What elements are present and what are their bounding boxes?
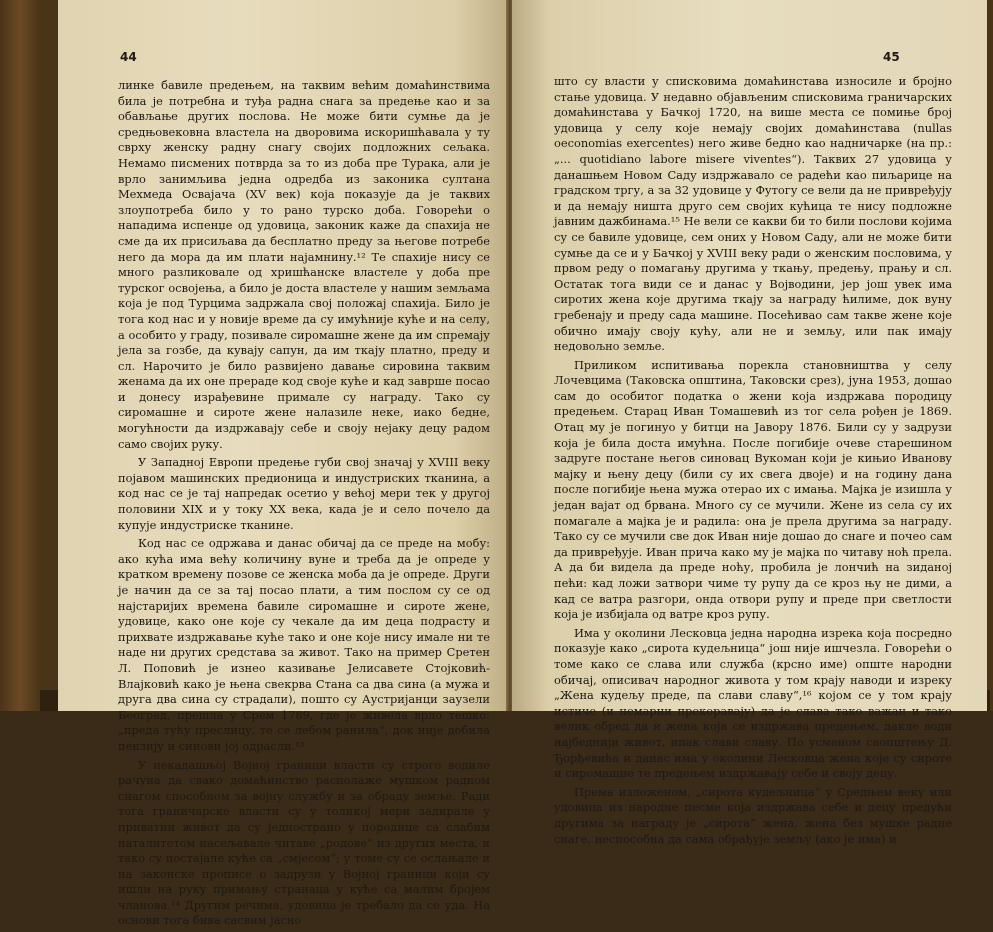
page-number: 45: [883, 50, 900, 64]
paragraph: линке бавиле предењем, на таквим већим домаћинствима била је потребна и туђа радна снага за предење као и за обављање других послова. Не може бити сумње да је средњовековна властела на дворовима искоришћавала у ту сврху женску радну снагу својих подложних сељака. Немамо писмених потврда за то из доба пре Турака, али је врло занимљива једна одредба из законика султана Мехмеда Освајача (XV век) која показује да је таквих злоупотреба било у то рано турско доба. Говорећи о нападима испенџе од удовица, законик каже да спахија не сме да их присиљава да бесплатно преду за његове потребе него да мора да им плати најамнину.¹² Те спахије нису се много разликовале од хришћанске властеле у доба пре турског освојења, а било је доста властеле у нашим земљама која је под Турцима задржала свој положај спахија. Било је тога код нас и у новије време да су имућније куће и на селу, а особито у граду, позивале сиромашне жене да им спремају јела за гозбе, да кувају сапун, да им ткају платно, преду и сл. Нарочито је било развијено давање сировина таквим женама да их оне прераде код своје куће и кад заврше посао и донесу израђевине примале су награду. Тако су сиромашне и сироте жене налазиле неке, иако бедне, могућности да издржавају себе и своју нејаку децу радом само својих руку.: [118, 78, 490, 451]
right-page: [512, 0, 987, 846]
page-number: 44: [120, 50, 137, 64]
paragraph: Приликом испитивања порекла становништва у селу Лочевцима (Таковска општина, Таковски срез), јуна 1953, дошао сам до особитог податка о жени која издржава породицу предењем. Старац Иван Томашевић из тог села рођен је 1869. Отац му је погинуо у битци на Јавору 1876. Били су у задрузи која је била доста имућна. После погибије очеве старешином задруге постане његов синовац Вукоман који је кињио Ивановy мајку и њену децу (били су их свега двоје) и на годину дана после погибије њена мужа отерао их с имања. Мајка је изишла у један вајат од брвана. Много су се мучили. Жене из села су их помагале а мајка је и радила: она је прела другима за награду. Тако су се мучили све док Иван није дошао до снаге и почео сам да привређује. Иван прича како му је мајка по читаву ноћ прела. А да би видела да преде ноћу, пробила је лончић на зиданој пећи: кад ложи затвори чиме ту рупу да се кроз њу не дими, а кад се ватра разгори, онда отвори рупу и преде при светлости која је избијала од ватре кроз рупу.: [554, 357, 952, 622]
paragraph: што су власти у списковима домаћинстава износиле и бројно стање удовица. У недавно објављеним списковима граничарских домаћинстава у Бачкој 1720, на више места се помиње број удовица у селу које немају својих домаћинстава (nullas oeconomias exercentes) него живе бедно као надничарке (на пр.: „... quotidiano labore misere viventes“). Таквих 27 удовица у данашњем Новом Саду издржавало се радећи као пиљарице на градском тргу, а за 32 удовице у Футогу се вели да не привређују и да немају ништа друго сем својих кућица те нису подложне јавним дажбинама.¹⁵ Не вели се какви би то били послови којима су се бавиле удовице, сем оних у Новом Саду, али не може бити сумње да се и у Бачкој у XVIII веку ради о женским пословима, у првом реду о помагању другима у ткању, предењу, прању и сл. Остатак тога види се и данас у Војводини, јер још увек има сиротих жена које другима ткају за награду ћилиме, док вуну гребенају и преду сада машине. Посећивао сам такве жене које обично имају своју кућу, али не и земљу, или пак имају недовољно земље.: [554, 74, 952, 354]
left-page-body: [118, 78, 490, 932]
paragraph: У Западној Европи предење губи свој значај у XVIII веку појавом машинских предионица и индустриских тканина, а код нас се је тај напредак осетио у већој мери тек у другој половини XIX и у току XX века, када је и село почело да купује индустриске тканине.: [118, 455, 490, 532]
paragraph: Према изложеном, „сирота кудељница“ у Средњем веку или удовица из народне песме која издржава себе и децу предући другима за награду је „сирота“ жена, жена без мушке радне снаге, неспособна да сама обрађује земљу (ако је има) и: [554, 784, 952, 846]
right-page-body: [554, 74, 952, 850]
paragraph: У некадашњој Војној граници власти су строго водиле рачуна да свако домаћинство располаже мушком радном снагом способном за војну службу и за обраду земље. Ради тога граничарске власти су у толикој мери задирале у приватни живот да су једнострано у породице са слабим наталитетом насељавале читаве „родове“ из других места, и тако су постајале куће са „смјесом“; у томе су се ослањале и на законске прописе о задрузи у Војној граници који су ишли на руку примању странаца у куће са малим бројем чланова.¹⁴ Другим речима, удовица је требало да се уда. На основи тога бива сасвим јасно: [118, 757, 490, 928]
left-page: [58, 0, 508, 928]
paragraph: Код нас се одржава и данас обичај да се преде на мобу: ако кућа има већу количину вуне и треба да је опреде у кратком времену позове се женска моба да је опреде. Други је начин да се за тај посао плати, а тим послом су се од најстаријих времена бавиле сиромашне и сироте жене, удовице, како оне које су чекале да им деца подрасту и прихвате издржавање куће тако и оне које нису имале ни те наде ни других средстава за живот. Тако на пример Сретен Л. Поповић је изнео казивање Јелисавете Стојковић-Влајковић како је њена свекрва Стана са два сина (а мужа и друга два сина су страдали), пошто су Аустријанци заузели Београд, прешла у Срем 1789, где је живела врло тешко: „преда тућу преслицу, те се лебом ранила“, док није добила пензију и синови јој одрасли.¹³: [118, 536, 490, 753]
paragraph: Има у околини Лесковца једна народна изрека која посредно показује како „сирота кудељница“ још није ишчезла. Говорећи о томе како се слава или служба (крсно име) опште народни обичај, описивач народног живота у том крају наводи и изреку „Жена кудељу преде, па слави славу“,¹⁶ којом се у том крају истиче (и немарни прекоравају) да је слава тако важан и тако велик обред да и жена која се издржава предењем, дакле води најбеднији живот, ипак слави славу. По усменом саопштењу Д. Ђорђевића и данас има у околини Лесковца жена које су сироте и сиромашне те предењем издржавају себе и своју децу.: [554, 625, 952, 781]
